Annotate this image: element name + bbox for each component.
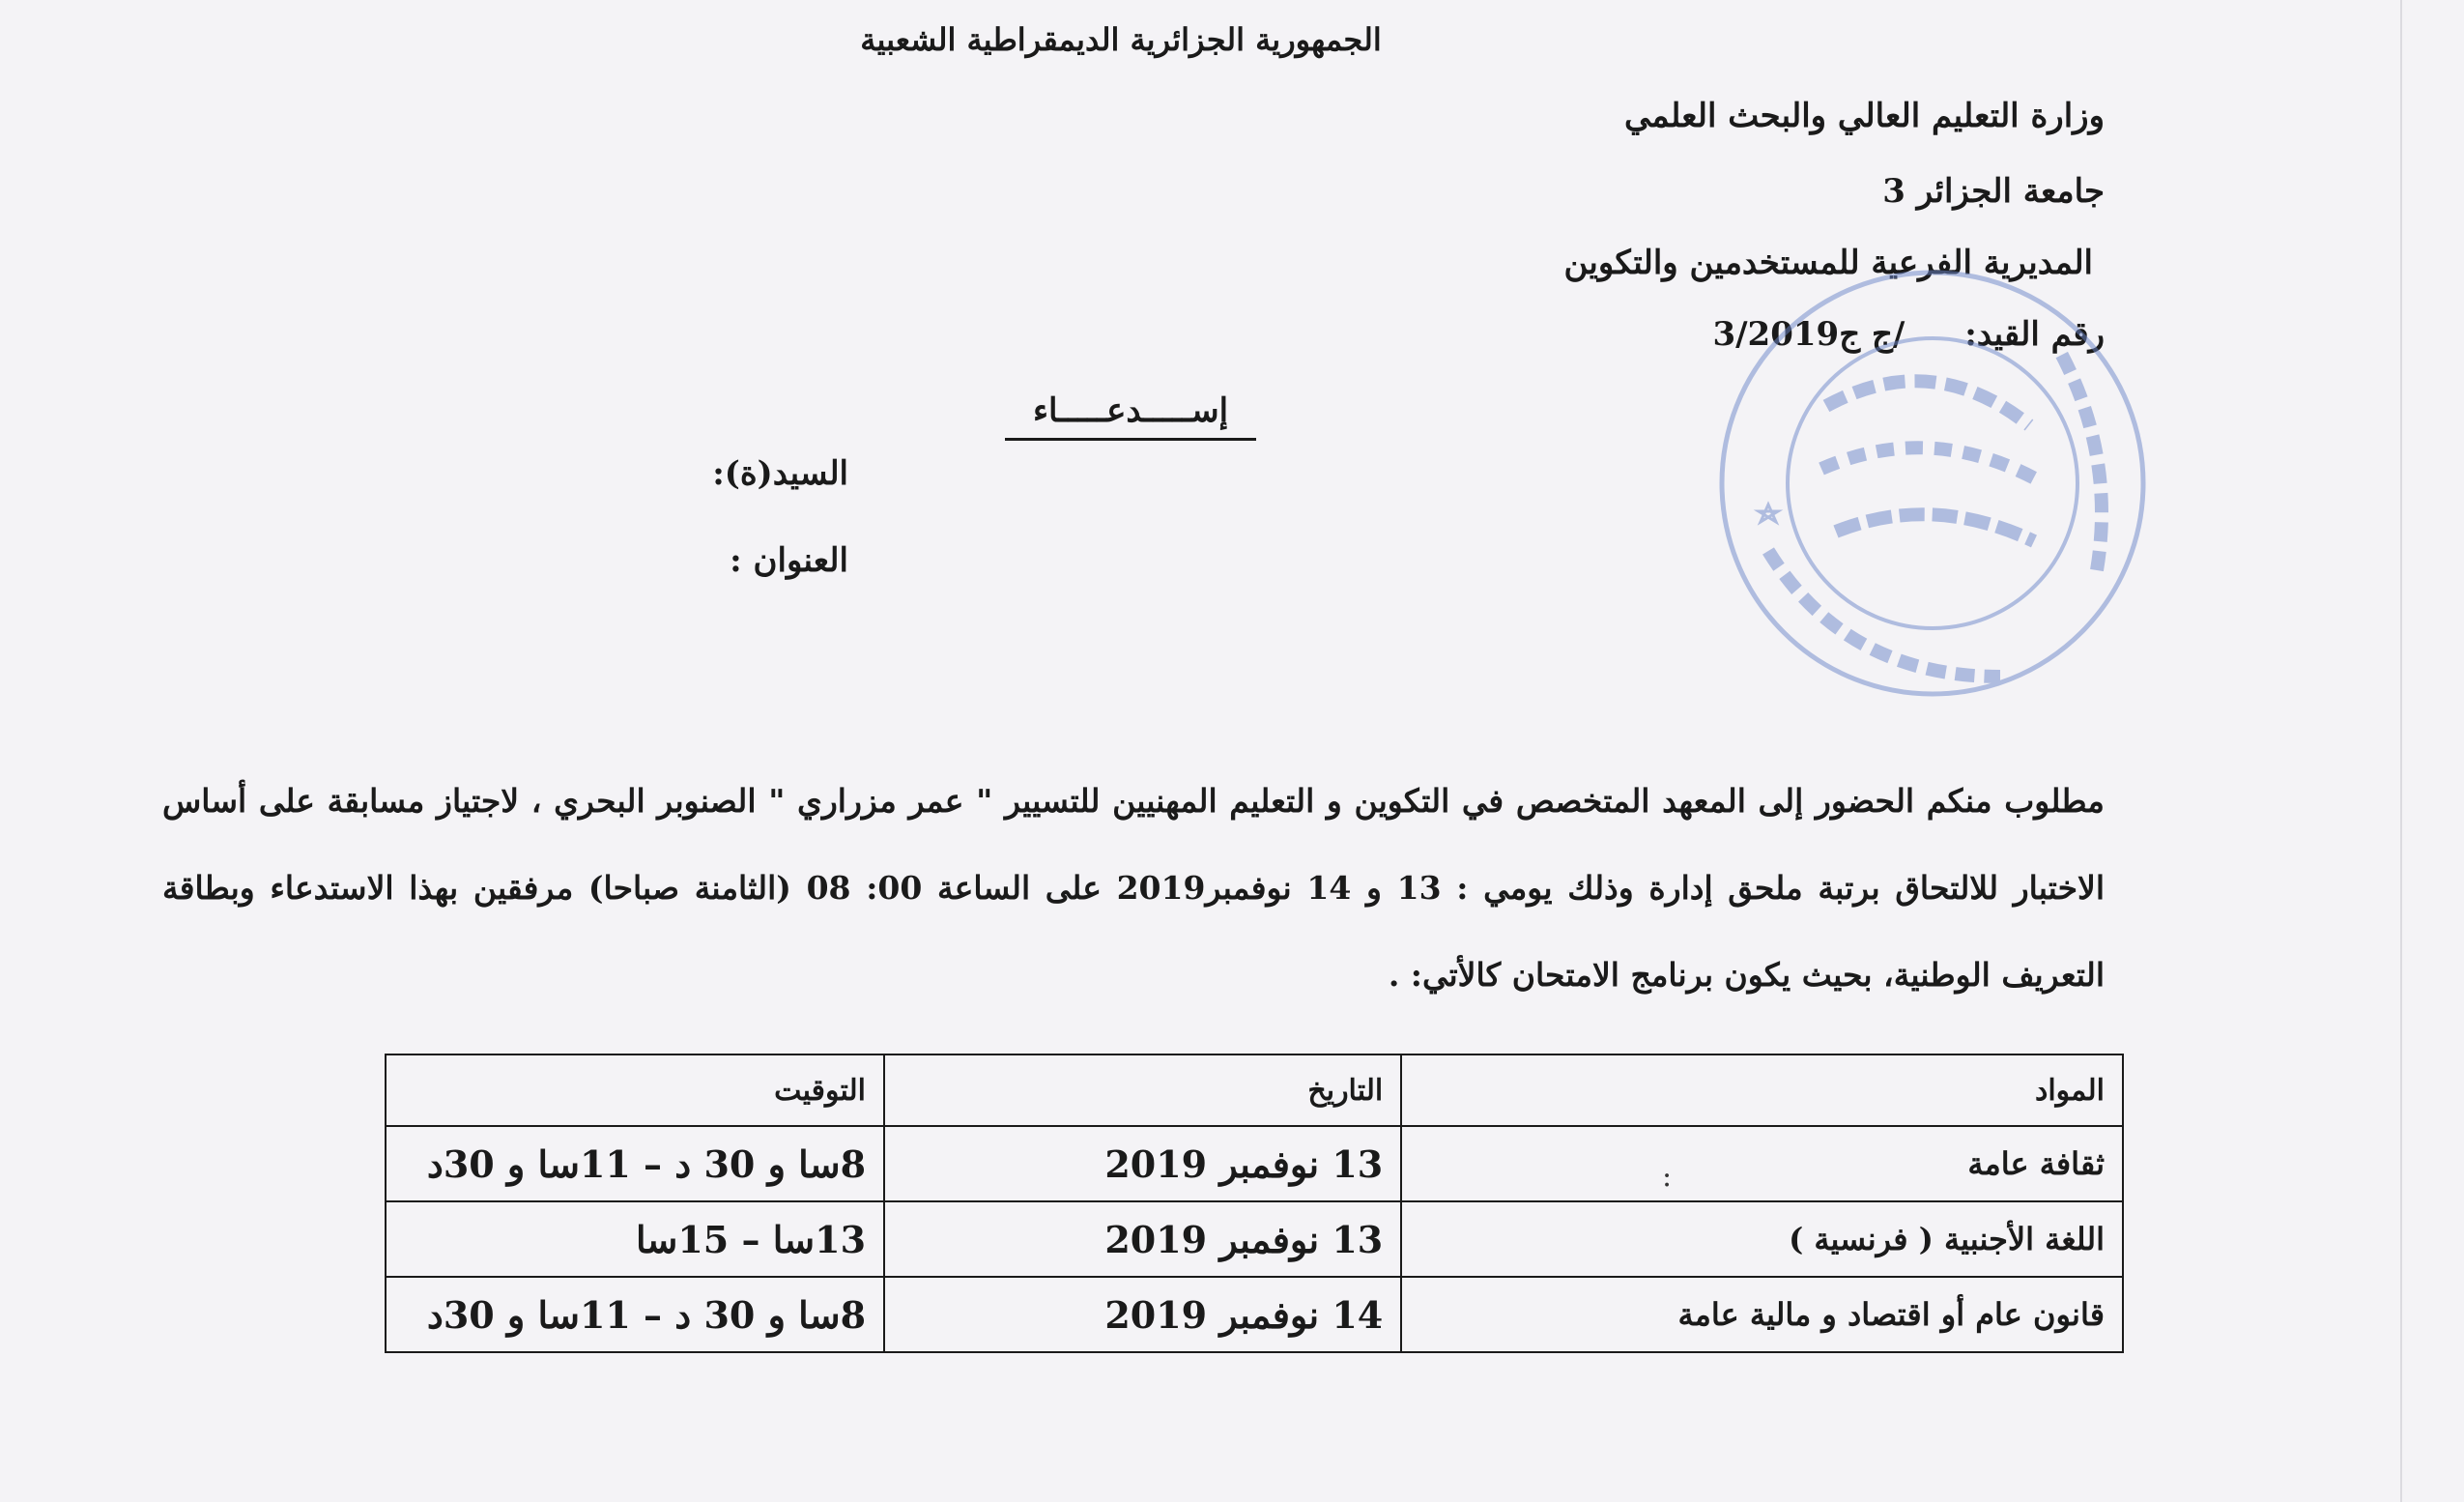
table-row <box>386 1277 2123 1352</box>
date-cell: 13 نوفمبر 2019 <box>884 1201 1401 1277</box>
exam-schedule-table <box>385 1054 2124 1353</box>
time-cell: 8سا و 30 د – 11سا و 30د <box>386 1277 884 1352</box>
subject-cell: اللغة الأجنبية ( فرنسية ) <box>1401 1201 2123 1277</box>
document-title: إســـــدعـــــاء <box>1005 391 1256 441</box>
body-line-2: الاختبار للالتحاق برتبة ملحق إدارة وذلك يومي : 13 و 14 نوفمبر2019 على الساعة 00: 08 (الثامنة صباحا) مرفقين بهذا الاستدعاء وبطاقة <box>162 869 2106 907</box>
table-header-row <box>386 1054 2123 1126</box>
time-cell: 13سا – 15سا <box>386 1201 884 1277</box>
date-cell: 14 نوفمبر 2019 <box>884 1277 1401 1352</box>
body-paragraph <box>162 758 2105 1019</box>
header-time: التوقيت <box>386 1054 884 1126</box>
body-line-1: مطلوب منكم الحضور إلى المعهد المتخصص في التكوين و التعليم المهنيين للتسيير " عمر مزراري " الصنوبر البحري ، لاجتياز مسابقة على أساس <box>162 782 2105 820</box>
recipient-address-label: العنوان : <box>730 541 848 580</box>
university-name: جامعة الجزائر 3 <box>1882 172 2105 211</box>
stray-mark: : <box>1662 1160 1673 1194</box>
body-line-3: التعريف الوطنية، بحيث يكون برنامج الامتحان كالأتي: . <box>1388 956 2105 994</box>
subject-cell: ثقافة عامة <box>1401 1126 2123 1201</box>
header-subjects: المواد <box>1401 1054 2123 1126</box>
sub-directorate-name: المديرية الفرعية للمستخدمين والتكوين <box>1563 244 2093 282</box>
time-cell: 8سا و 30 د – 11سا و 30د <box>386 1126 884 1201</box>
subject-cell: قانون عام أو اقتصاد و مالية عامة <box>1401 1277 2123 1352</box>
reference-label: رقم القيد: <box>1964 315 2105 354</box>
paper-edge <box>2400 0 2402 1502</box>
date-cell: 13 نوفمبر 2019 <box>884 1126 1401 1201</box>
official-seal-icon <box>1710 261 2155 706</box>
reference-number: /ج ج3/2019 <box>1712 315 1905 354</box>
table-row <box>386 1126 2123 1201</box>
ministry-name: وزارة التعليم العالي والبحث العلمي <box>1623 97 2105 135</box>
recipient-name-label: السيد(ة): <box>712 454 848 493</box>
table-row <box>386 1201 2123 1277</box>
republic-heading: الجمهورية الجزائرية الديمقراطية الشعبية <box>860 21 1382 58</box>
header-date: التاريخ <box>884 1054 1401 1126</box>
